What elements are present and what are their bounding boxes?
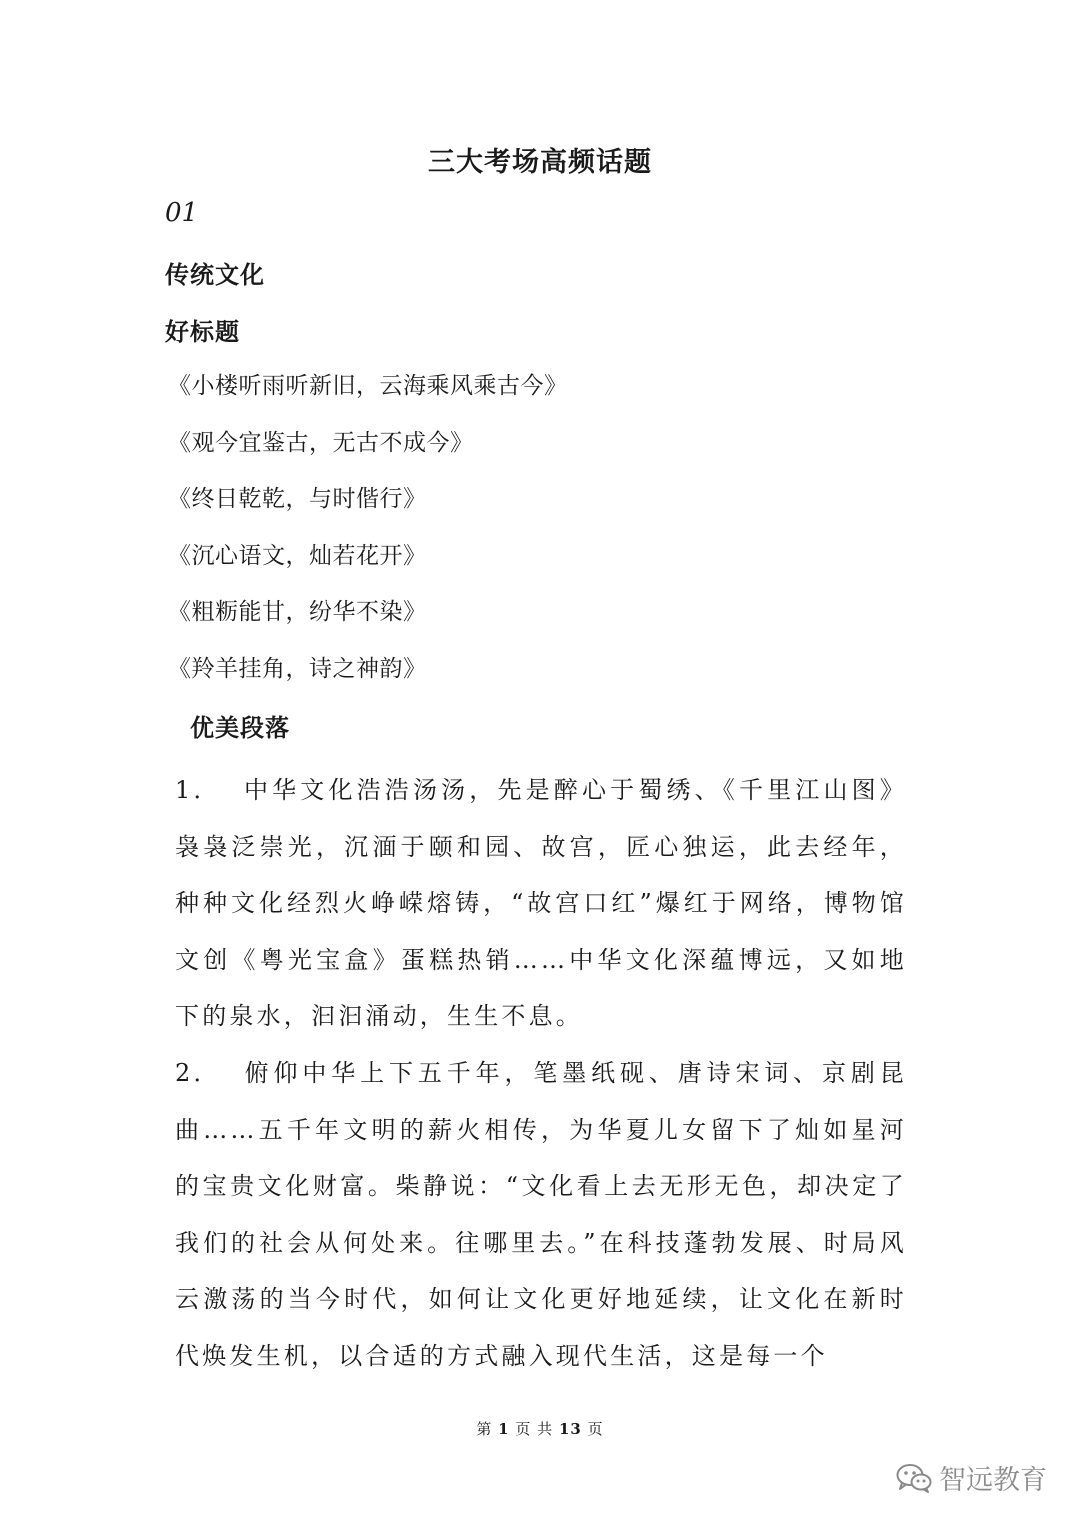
topic-heading: 传统文化 (165, 260, 265, 289)
good-title-item: 《终日乾乾，与时偕行》 (168, 486, 427, 513)
watermark (895, 1458, 1047, 1497)
footer-middle: 页 共 (515, 1420, 554, 1438)
good-title-item: 《观今宜鉴古，无古不成今》 (168, 429, 474, 456)
paragraph-number: 2． (175, 1058, 221, 1087)
good-title-item: 《小楼听雨听新旧，云海乘风乘古今》 (168, 373, 568, 399)
wechat-icon (895, 1462, 933, 1494)
paragraph-number: 1． (175, 776, 221, 804)
footer-page-number: 1 (498, 1420, 510, 1438)
footer-total-pages: 13 (558, 1420, 582, 1438)
section-number: 01 (165, 198, 199, 228)
good-title-item: 《羚羊挂角，诗之神韵》 (168, 655, 427, 682)
footer-prefix: 第 (476, 1420, 493, 1438)
good-title-item: 《粗粝能甘，纷华不染》 (168, 599, 427, 626)
good-title-item: 《沉心语文，灿若花开》 (168, 542, 427, 569)
paragraph (175, 762, 907, 1045)
page-title: 三大考场高频话题 (428, 147, 652, 178)
paragraph (175, 1045, 907, 1385)
paragraphs-body (175, 762, 907, 1385)
footer-suffix: 页 (587, 1420, 604, 1438)
good-titles-list (168, 367, 568, 707)
paragraph-text: 中华文化浩浩汤汤，先是醉心于蜀绣、《千里江山图》袅袅泛崇光，沉湎于颐和园、故宫，匠心独运，此去经年，种种文化经烈火峥嵘熔铸，“故宫口红”爆红于网络，博物馆文创《粤光宝盒》蛋糕热销……中华文化深蕴博远，又如地下的泉水，汩汩涌动，生生不息。 (175, 776, 907, 1031)
paragraph-text: 俯仰中华上下五千年，笔墨纸砚、唐诗宋词、京剧昆曲……五千年文明的薪火相传，为华夏儿女留下了灿如星河的宝贵文化财富。柴静说：“文化看上去无形无色，却决定了我们的社会从何处来。往哪里去。”在科技蓬勃发展、时局风云激荡的当今时代，如何让文化更好地延续，让文化在新时代焕发生机，以合适的方式融入现代生活，这是每一个 (175, 1058, 907, 1370)
paragraphs-heading: 优美段落 (190, 713, 290, 742)
page-footer (0, 1418, 1080, 1439)
good-titles-heading: 好标题 (165, 317, 240, 346)
watermark-text: 智远教育 (939, 1465, 1047, 1496)
